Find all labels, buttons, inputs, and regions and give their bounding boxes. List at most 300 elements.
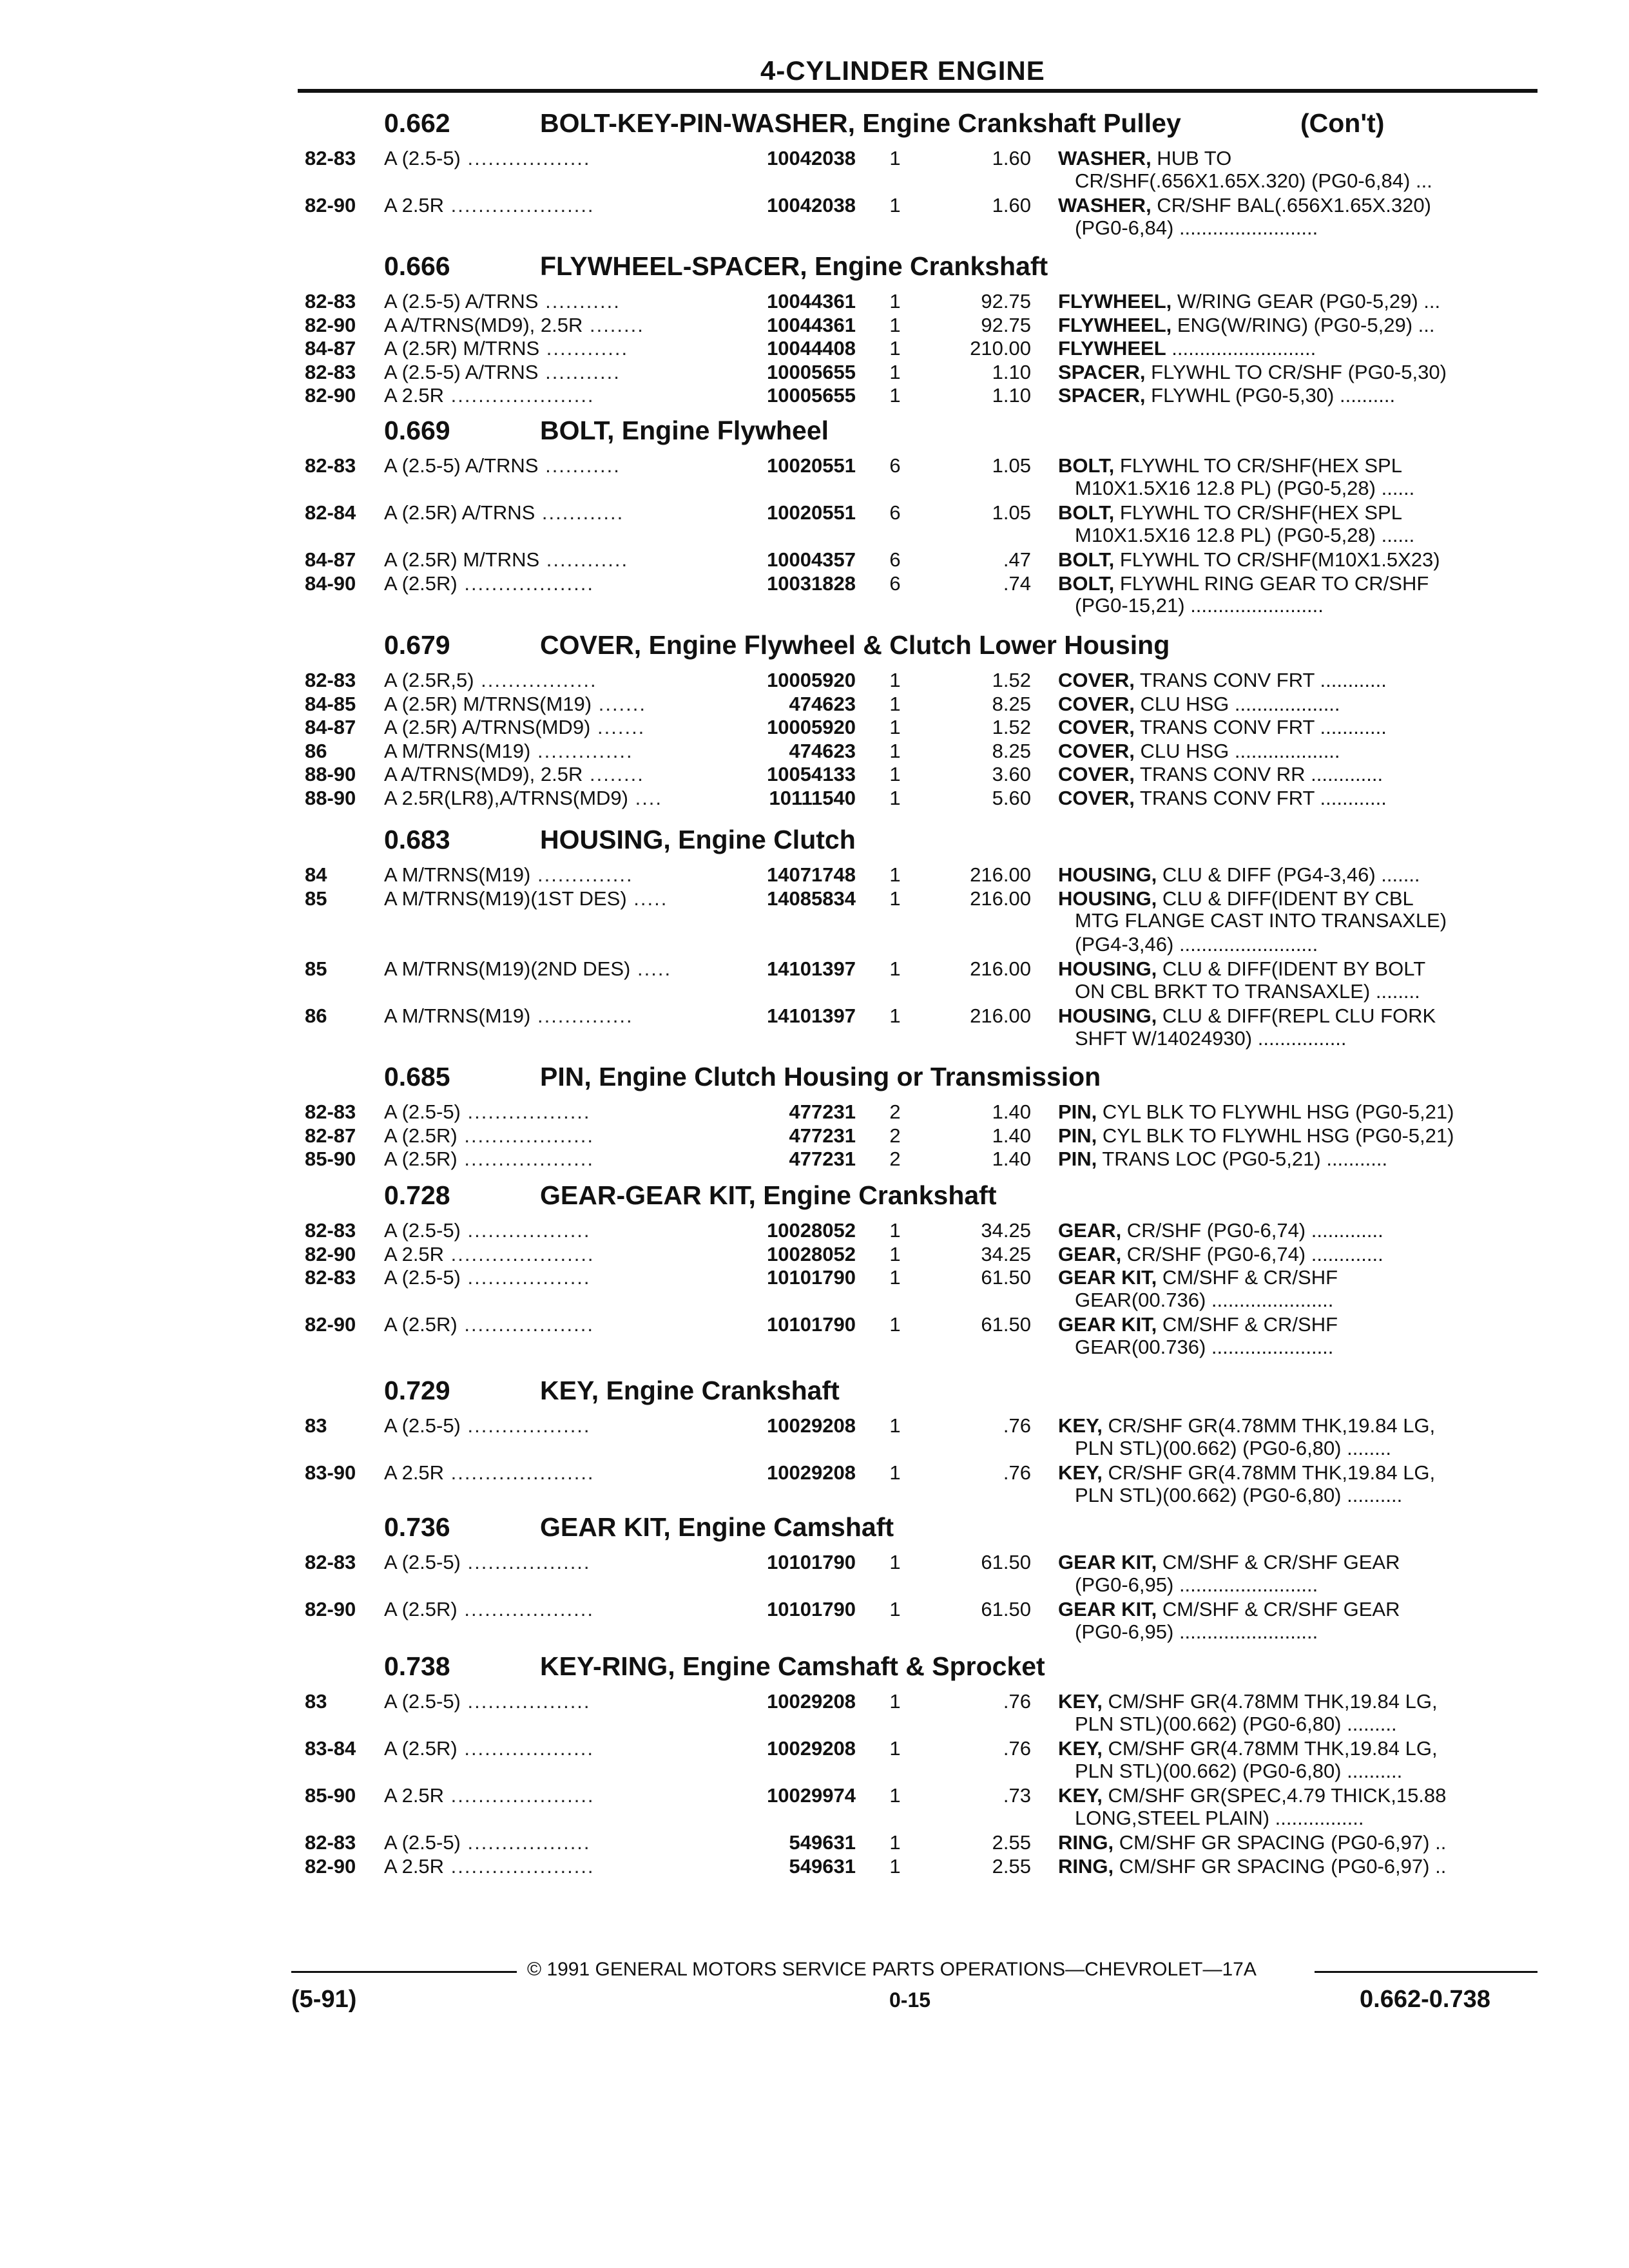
model-years: 86 xyxy=(305,739,327,762)
section-title: BOLT, Engine Flywheel xyxy=(540,416,829,445)
page-header: 4-CYLINDER ENGINE xyxy=(760,55,1045,86)
description xyxy=(1058,693,1522,716)
part-number: 10101790 xyxy=(767,1266,856,1289)
application xyxy=(384,194,719,217)
application xyxy=(384,454,719,477)
quantity: 6 xyxy=(889,572,901,595)
section-title: GEAR KIT, Engine Camshaft xyxy=(540,1512,894,1542)
description-name: HOUSING, xyxy=(1058,887,1157,910)
description xyxy=(1058,763,1522,786)
quantity: 1 xyxy=(889,290,901,312)
model-years: 84-87 xyxy=(305,716,356,738)
description-continuation: PLN STL)(00.662) (PG0-6,80) ........ xyxy=(1075,1436,1392,1459)
part-number: 10111540 xyxy=(769,786,856,809)
application xyxy=(384,314,719,337)
price: 210.00 xyxy=(970,337,1031,360)
description-name: BOLT, xyxy=(1058,501,1115,524)
description xyxy=(1058,1004,1522,1028)
description-name: GEAR KIT, xyxy=(1058,1266,1157,1289)
description-detail: FLYWHL RING GEAR TO CR/SHF xyxy=(1114,572,1429,595)
description-detail: CLU & DIFF(REPL CLU FORK xyxy=(1157,1004,1436,1027)
description-detail: FLYWHL TO CR/SHF(HEX SPL xyxy=(1114,501,1402,524)
description-detail: CM/SHF & CR/SHF GEAR xyxy=(1157,1598,1400,1620)
application xyxy=(384,1690,719,1713)
application xyxy=(384,1004,719,1028)
description-continuation: (PG0-15,21) ........................ xyxy=(1075,594,1324,617)
model-years: 83-90 xyxy=(305,1461,356,1484)
section-title: HOUSING, Engine Clutch xyxy=(540,825,856,854)
description-detail: CM/SHF GR SPACING (PG0-6,97) .. xyxy=(1113,1854,1447,1878)
section-code: 0.738 xyxy=(384,1651,450,1681)
quantity: 2 xyxy=(889,1148,901,1170)
description xyxy=(1058,147,1522,170)
application-text: A (2.5R) xyxy=(384,572,458,595)
section-code: 0.679 xyxy=(384,630,450,660)
description-name: BOLT, xyxy=(1058,572,1115,595)
application xyxy=(384,361,719,384)
model-years: 82-90 xyxy=(305,384,356,407)
description-name: COVER, xyxy=(1058,763,1135,785)
leader-dots: .............. xyxy=(530,863,633,886)
section-code: 0.662 xyxy=(384,108,450,138)
application-text: A (2.5R) M/TRNS(M19) xyxy=(384,692,592,715)
part-number: 10101790 xyxy=(767,1313,856,1336)
leader-dots: ..................... xyxy=(444,1461,595,1484)
description-name: KEY, xyxy=(1058,1461,1103,1484)
quantity: 1 xyxy=(889,669,901,691)
leader-dots: ..................... xyxy=(444,1242,595,1265)
description xyxy=(1058,1598,1522,1621)
model-years: 85 xyxy=(305,887,327,910)
description xyxy=(1058,716,1522,739)
description-detail: .......................... xyxy=(1166,337,1316,360)
application xyxy=(384,1461,719,1485)
model-years: 82-90 xyxy=(305,1313,356,1336)
application-text: A (2.5-5) xyxy=(384,147,461,169)
description-detail: CM/SHF GR(4.78MM THK,19.84 LG, xyxy=(1102,1737,1438,1760)
description-detail: CM/SHF GR(SPEC,4.79 THICK,15.88 xyxy=(1102,1784,1447,1807)
description xyxy=(1058,1243,1522,1266)
application xyxy=(384,1784,719,1807)
description-name: WASHER, xyxy=(1058,194,1152,216)
section-title: GEAR-GEAR KIT, Engine Crankshaft xyxy=(540,1180,997,1210)
application-text: A 2.5R xyxy=(384,1784,445,1807)
application-text: A (2.5-5) xyxy=(384,1266,461,1289)
quantity: 6 xyxy=(889,501,901,524)
quantity: 1 xyxy=(889,1004,901,1027)
quantity: 1 xyxy=(889,1854,901,1878)
part-number: 477231 xyxy=(789,1124,856,1147)
description xyxy=(1058,384,1522,407)
part-number: 477231 xyxy=(789,1148,856,1170)
model-years: 84-87 xyxy=(305,337,356,360)
description-continuation: LONG,STEEL PLAIN) ................ xyxy=(1075,1806,1364,1829)
section-title: COVER, Engine Flywheel & Clutch Lower Housing xyxy=(540,630,1170,660)
description xyxy=(1058,1831,1522,1854)
application-text: A A/TRNS(MD9), 2.5R xyxy=(384,313,583,336)
description-detail: CM/SHF GR(4.78MM THK,19.84 LG, xyxy=(1102,1690,1438,1713)
quantity: 1 xyxy=(889,1831,901,1854)
part-number: 14101397 xyxy=(767,1004,856,1027)
description xyxy=(1058,1313,1522,1336)
part-number: 10020551 xyxy=(767,501,856,524)
description-name: FLYWHEEL, xyxy=(1058,313,1172,336)
application xyxy=(384,716,719,739)
application xyxy=(384,957,719,981)
description-detail: CR/SHF GR(4.78MM THK,19.84 LG, xyxy=(1102,1461,1436,1484)
description xyxy=(1058,194,1522,217)
model-years: 86 xyxy=(305,1004,327,1027)
description xyxy=(1058,787,1522,810)
description-detail: CM/SHF GR SPACING (PG0-6,97) .. xyxy=(1113,1831,1447,1854)
quantity: 1 xyxy=(889,194,901,216)
description-detail: TRANS CONV RR ............. xyxy=(1134,763,1383,785)
leader-dots: ..................... xyxy=(444,1784,595,1807)
description-name: PIN, xyxy=(1058,1100,1097,1123)
price: 1.60 xyxy=(992,194,1031,216)
section-code: 0.729 xyxy=(384,1376,450,1405)
quantity: 1 xyxy=(889,763,901,785)
model-years: 82-83 xyxy=(305,1551,356,1573)
part-number: 14085834 xyxy=(767,887,856,910)
leader-dots: .................. xyxy=(460,1690,591,1713)
price: 92.75 xyxy=(981,313,1031,336)
application-text: A (2.5R) xyxy=(384,1124,458,1147)
description xyxy=(1058,1124,1522,1148)
price: 1.40 xyxy=(992,1124,1031,1147)
quantity: 1 xyxy=(889,1414,901,1437)
leader-dots: ..... xyxy=(626,887,668,910)
leader-dots: ....... xyxy=(592,692,647,715)
application xyxy=(384,763,719,786)
quantity: 1 xyxy=(889,863,901,886)
leader-dots: ................... xyxy=(457,1598,594,1620)
price: 1.52 xyxy=(992,669,1031,691)
description-detail: CR/SHF (PG0-6,74) ............. xyxy=(1121,1219,1383,1242)
description-continuation: SHFT W/14024930) ................ xyxy=(1075,1026,1347,1050)
description-detail: CLU & DIFF(IDENT BY CBL xyxy=(1157,887,1414,910)
application xyxy=(384,1124,719,1148)
application xyxy=(384,572,719,595)
price: .76 xyxy=(1003,1690,1031,1713)
part-number: 10042038 xyxy=(767,147,856,169)
leader-dots: ..................... xyxy=(444,384,595,407)
application xyxy=(384,1266,719,1289)
description-name: COVER, xyxy=(1058,739,1135,762)
price: .47 xyxy=(1003,548,1031,571)
description-name: KEY, xyxy=(1058,1737,1103,1760)
quantity: 1 xyxy=(889,957,901,980)
model-years: 85 xyxy=(305,957,327,980)
description-name: HOUSING, xyxy=(1058,957,1157,980)
leader-dots: .................. xyxy=(460,1414,591,1437)
application xyxy=(384,1855,719,1878)
application-text: A (2.5R) M/TRNS xyxy=(384,548,540,571)
description-detail: W/RING GEAR (PG0-5,29) ... xyxy=(1171,290,1441,312)
leader-dots: .................. xyxy=(460,1219,591,1242)
description-detail: ENG(W/RING) (PG0-5,29) ... xyxy=(1171,313,1435,336)
price: .74 xyxy=(1003,572,1031,595)
application-text: A M/TRNS(M19) xyxy=(384,863,531,886)
description xyxy=(1058,1737,1522,1760)
part-number: 10031828 xyxy=(767,572,856,595)
application-text: A M/TRNS(M19) xyxy=(384,739,531,762)
quantity: 1 xyxy=(889,1784,901,1807)
part-number: 10020551 xyxy=(767,454,856,477)
application-text: A (2.5R) xyxy=(384,1598,458,1620)
quantity: 1 xyxy=(889,1690,901,1713)
description-name: KEY, xyxy=(1058,1414,1103,1437)
leader-dots: ................. xyxy=(474,669,597,691)
application xyxy=(384,1219,719,1242)
price: 3.60 xyxy=(992,763,1031,785)
description-detail: CYL BLK TO FLYWHL HSG (PG0-5,21) xyxy=(1097,1124,1454,1147)
description-detail: FLYWHL TO CR/SHF(HEX SPL xyxy=(1114,454,1402,477)
application-text: A (2.5R) xyxy=(384,1737,458,1760)
description xyxy=(1058,1855,1522,1878)
application xyxy=(384,1414,719,1437)
description-detail: CM/SHF & CR/SHF xyxy=(1157,1266,1338,1289)
part-number: 474623 xyxy=(789,739,856,762)
application-text: A (2.5-5) xyxy=(384,1100,461,1123)
quantity: 1 xyxy=(889,786,901,809)
application xyxy=(384,548,719,572)
description xyxy=(1058,740,1522,763)
part-number: 10005920 xyxy=(767,716,856,738)
model-years: 83 xyxy=(305,1414,327,1437)
model-years: 82-84 xyxy=(305,501,356,524)
description-name: GEAR, xyxy=(1058,1219,1122,1242)
description-detail: CLU HSG ................... xyxy=(1134,739,1340,762)
part-number: 10029974 xyxy=(767,1784,856,1807)
description xyxy=(1058,863,1522,887)
part-number: 10101790 xyxy=(767,1598,856,1620)
description xyxy=(1058,1100,1522,1124)
description-name: PIN, xyxy=(1058,1124,1097,1147)
description-name: GEAR KIT, xyxy=(1058,1551,1157,1573)
price: 34.25 xyxy=(981,1219,1031,1242)
application xyxy=(384,1100,719,1124)
application-text: A 2.5R(LR8),A/TRNS(MD9) xyxy=(384,786,628,809)
price: 2.55 xyxy=(992,1831,1031,1854)
section-code: 0.683 xyxy=(384,825,450,854)
quantity: 2 xyxy=(889,1100,901,1123)
quantity: 6 xyxy=(889,548,901,571)
application-text: A (2.5-5) xyxy=(384,1219,461,1242)
price: 1.10 xyxy=(992,384,1031,407)
description xyxy=(1058,314,1522,337)
price: 216.00 xyxy=(970,1004,1031,1027)
price: 8.25 xyxy=(992,692,1031,715)
section-title: KEY-RING, Engine Camshaft & Sprocket xyxy=(540,1651,1045,1681)
part-number: 477231 xyxy=(789,1100,856,1123)
description xyxy=(1058,454,1522,477)
model-years: 83 xyxy=(305,1690,327,1713)
footer-rule-right xyxy=(1315,1971,1537,1973)
part-number: 10029208 xyxy=(767,1690,856,1713)
model-years: 84-87 xyxy=(305,548,356,571)
description-name: COVER, xyxy=(1058,669,1135,691)
description-name: WASHER, xyxy=(1058,147,1152,169)
description xyxy=(1058,1266,1522,1289)
description-name: COVER, xyxy=(1058,692,1135,715)
description xyxy=(1058,957,1522,981)
quantity: 1 xyxy=(889,692,901,715)
leader-dots: .................. xyxy=(460,1100,591,1123)
model-years: 84-85 xyxy=(305,692,356,715)
price: 61.50 xyxy=(981,1598,1031,1620)
description xyxy=(1058,1219,1522,1242)
quantity: 6 xyxy=(889,454,901,477)
application-text: A 2.5R xyxy=(384,384,445,407)
description xyxy=(1058,1148,1522,1171)
description-continuation: GEAR(00.736) ...................... xyxy=(1075,1335,1334,1358)
quantity: 1 xyxy=(889,313,901,336)
leader-dots: .................. xyxy=(460,1266,591,1289)
application-text: A 2.5R xyxy=(384,1854,445,1878)
description-continuation: ON CBL BRKT TO TRANSAXLE) ........ xyxy=(1075,979,1420,1003)
quantity: 2 xyxy=(889,1124,901,1147)
part-number: 10005655 xyxy=(767,384,856,407)
quantity: 1 xyxy=(889,1242,901,1265)
leader-dots: ............ xyxy=(535,501,624,524)
price: 5.60 xyxy=(992,786,1031,809)
description-name: HOUSING, xyxy=(1058,863,1157,886)
part-number: 10044361 xyxy=(767,290,856,312)
description-detail: TRANS CONV FRT ............ xyxy=(1134,786,1387,809)
description xyxy=(1058,290,1522,313)
application xyxy=(384,863,719,887)
description-detail: FLYWHL TO CR/SHF(M10X1.5X23) xyxy=(1114,548,1440,571)
application xyxy=(384,1831,719,1854)
price: .76 xyxy=(1003,1737,1031,1760)
application-text: A (2.5-5) xyxy=(384,1690,461,1713)
application xyxy=(384,1148,719,1171)
model-years: 82-90 xyxy=(305,1854,356,1878)
application-text: A M/TRNS(M19)(1ST DES) xyxy=(384,887,627,910)
leader-dots: ........ xyxy=(583,313,644,336)
model-years: 82-83 xyxy=(305,147,356,169)
description-detail: FLYWHL (PG0-5,30) .......... xyxy=(1145,384,1396,407)
application-text: A (2.5-5) xyxy=(384,1414,461,1437)
footer-copyright: © 1991 GENERAL MOTORS SERVICE PARTS OPERATIONS—CHEVROLET—17A xyxy=(527,1959,1257,1980)
price: 1.52 xyxy=(992,716,1031,738)
leader-dots: ..................... xyxy=(444,1854,595,1878)
description-name: RING, xyxy=(1058,1831,1114,1854)
description-detail: CLU & DIFF(IDENT BY BOLT xyxy=(1157,957,1426,980)
description-detail: FLYWHL TO CR/SHF (PG0-5,30) xyxy=(1145,360,1447,383)
model-years: 82-83 xyxy=(305,360,356,383)
price: 1.10 xyxy=(992,360,1031,383)
description-detail: TRANS CONV FRT ............ xyxy=(1134,716,1387,738)
part-number: 10028052 xyxy=(767,1242,856,1265)
application xyxy=(384,1737,719,1760)
application-text: A (2.5-5) A/TRNS xyxy=(384,360,539,383)
leader-dots: ................... xyxy=(457,1313,594,1336)
application-text: A A/TRNS(MD9), 2.5R xyxy=(384,763,583,785)
application xyxy=(384,693,719,716)
description-detail: HUB TO xyxy=(1151,147,1232,169)
quantity: 1 xyxy=(889,887,901,910)
description-name: SPACER, xyxy=(1058,360,1146,383)
model-years: 85-90 xyxy=(305,1148,356,1170)
price: 2.55 xyxy=(992,1854,1031,1878)
quantity: 1 xyxy=(889,1737,901,1760)
model-years: 82-90 xyxy=(305,1598,356,1620)
description-detail: CYL BLK TO FLYWHL HSG (PG0-5,21) xyxy=(1097,1100,1454,1123)
part-number: 10044408 xyxy=(767,337,856,360)
description-name: FLYWHEEL xyxy=(1058,337,1166,360)
description xyxy=(1058,548,1522,572)
application-text: A (2.5-5) A/TRNS xyxy=(384,454,539,477)
price: 1.40 xyxy=(992,1100,1031,1123)
application xyxy=(384,1598,719,1621)
model-years: 82-83 xyxy=(305,669,356,691)
description xyxy=(1058,501,1522,524)
description-continuation: MTG FLANGE CAST INTO TRANSAXLE) xyxy=(1075,909,1447,932)
application-text: A (2.5-5) A/TRNS xyxy=(384,290,539,312)
model-years: 82-83 xyxy=(305,1831,356,1854)
application-text: A 2.5R xyxy=(384,1242,445,1265)
description-continuation: PLN STL)(00.662) (PG0-6,80) .......... xyxy=(1075,1759,1403,1782)
price: 1.60 xyxy=(992,147,1031,169)
footer-range: 0.662-0.738 xyxy=(1360,1986,1490,2013)
model-years: 88-90 xyxy=(305,786,356,809)
quantity: 1 xyxy=(889,337,901,360)
leader-dots: ........... xyxy=(538,360,621,383)
description-continuation: (PG0-6,95) ......................... xyxy=(1075,1573,1318,1596)
leader-dots: .... xyxy=(628,786,663,809)
leader-dots: ................... xyxy=(457,1148,594,1170)
application-text: A M/TRNS(M19) xyxy=(384,1004,531,1027)
description xyxy=(1058,887,1522,910)
model-years: 82-90 xyxy=(305,1242,356,1265)
model-years: 88-90 xyxy=(305,763,356,785)
price: 1.05 xyxy=(992,501,1031,524)
leader-dots: ........... xyxy=(538,454,621,477)
price: 216.00 xyxy=(970,887,1031,910)
model-years: 84-90 xyxy=(305,572,356,595)
leader-dots: .................. xyxy=(460,1551,591,1573)
price: .76 xyxy=(1003,1414,1031,1437)
quantity: 1 xyxy=(889,1461,901,1484)
part-number: 14071748 xyxy=(767,863,856,886)
quantity: 1 xyxy=(889,1551,901,1573)
application xyxy=(384,290,719,313)
application xyxy=(384,147,719,170)
header-rule xyxy=(298,89,1537,93)
description-detail: CLU HSG ................... xyxy=(1134,692,1340,715)
section-code: 0.728 xyxy=(384,1180,450,1210)
application-text: A (2.5R) A/TRNS xyxy=(384,501,535,524)
description-continuation: PLN STL)(00.662) (PG0-6,80) ......... xyxy=(1075,1712,1397,1735)
description-name: GEAR, xyxy=(1058,1242,1122,1265)
leader-dots: ..................... xyxy=(444,194,595,216)
price: .76 xyxy=(1003,1461,1031,1484)
application-text: A (2.5R) xyxy=(384,1148,458,1170)
application-text: A (2.5-5) xyxy=(384,1551,461,1573)
description-name: BOLT, xyxy=(1058,454,1115,477)
application xyxy=(384,669,719,692)
quantity: 1 xyxy=(889,739,901,762)
description-name: HOUSING, xyxy=(1058,1004,1157,1027)
description xyxy=(1058,572,1522,595)
description xyxy=(1058,669,1522,692)
description-name: GEAR KIT, xyxy=(1058,1313,1157,1336)
price: 216.00 xyxy=(970,957,1031,980)
model-years: 82-83 xyxy=(305,1219,356,1242)
application xyxy=(384,501,719,524)
